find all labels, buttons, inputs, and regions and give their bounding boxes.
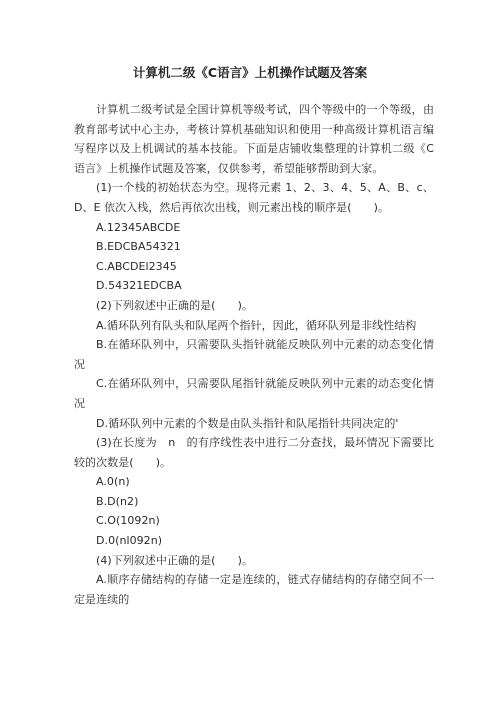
question-1-option-a: A.12345ABCDE <box>96 220 181 234</box>
question-1-option-c: C.ABCDEl2345 <box>96 259 177 273</box>
question-2-option-b: B.在循环队列中，只需要队头指针就能反映队列中元素的动态变化情况 <box>74 338 434 371</box>
question-1: (1)一个栈的初始状态为空。现将元素 1、2、3、4、5、A、B、c、D、E 依次入栈，然后再依次出栈，则元素出栈的顺序是( )。 <box>74 181 434 214</box>
question-3-option-a: A.0(n) <box>96 475 130 489</box>
question-2-option-a: A.循环队列有队头和队尾两个指针，因此，循环队列是非线性结构 <box>96 318 417 332</box>
question-3: (3)在长度为 n 的有序线性表中进行二分查找，最坏情况下需要比较的次数是( )。 <box>74 436 434 469</box>
question-4-option-a: A.顺序存储结构的存储一定是连续的，链式存储结构的存储空间不一定是连续的 <box>74 573 434 606</box>
document-title: 计算机二级《C语言》上机操作试题及答案 <box>132 65 368 80</box>
question-2-option-c: C.在循环队列中，只需要队尾指针就能反映队列中元素的动态变化情况 <box>74 377 434 410</box>
question-1-option-b: B.EDCBA54321 <box>96 240 181 254</box>
question-2-option-d: D.循环队列中元素的个数是由队头指针和队尾指针共同决定的' <box>96 416 399 430</box>
question-4: (4)下列叙述中正确的是( )。 <box>96 553 254 567</box>
question-3-option-d: D.0(nl092n) <box>96 534 163 548</box>
question-3-option-b: B.D(n2) <box>96 494 139 508</box>
intro-paragraph: 计算机二级考试是全国计算机等级考试，四个等级中的一个等级，由教育部考试中心主办，考核计算机基础知识和使用一种高级计算机语言编写程序以及上机调试的基本技能。下面是店铺收集整理的计算机二级《C 语言》上机操作试题及答案，仅供参考，希望能够帮助到大家。 <box>74 103 434 175</box>
question-2: (2)下列叙述中正确的是( )。 <box>96 298 254 312</box>
question-3-option-c: C.O(1092n) <box>96 514 160 528</box>
document-body <box>74 100 434 609</box>
question-1-option-d: D.54321EDCBA <box>96 279 182 293</box>
